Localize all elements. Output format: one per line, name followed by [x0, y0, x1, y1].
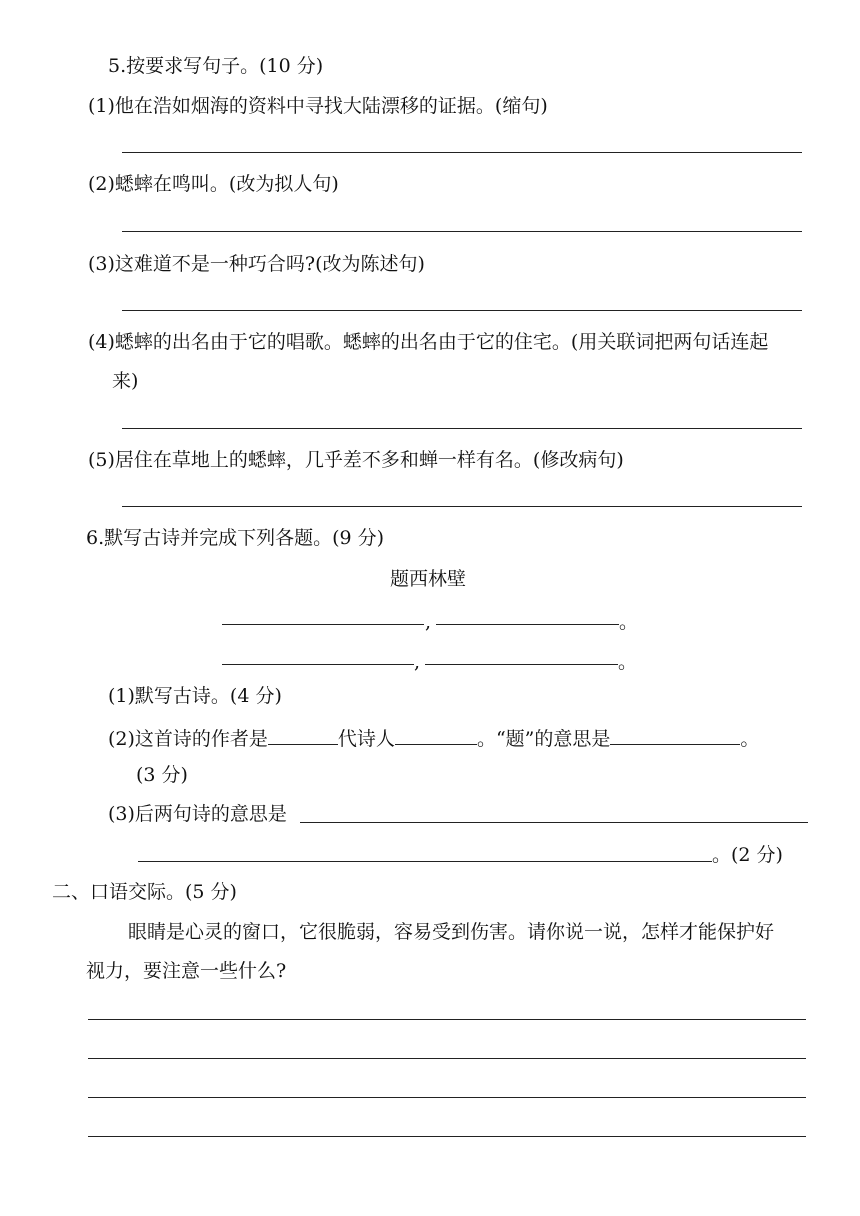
q5-item-1: (1)他在浩如烟海的资料中寻找大陆漂移的证据。(缩句): [88, 95, 548, 117]
blank-poet-name[interactable]: [395, 724, 477, 745]
answer-line-q5-5[interactable]: [122, 506, 802, 507]
blank-author-dynasty[interactable]: [268, 724, 338, 745]
answer-line-q5-1[interactable]: [122, 152, 802, 153]
q6-sub-2: [108, 724, 759, 751]
q6-title: 6.默写古诗并完成下列各题。(9 分): [86, 527, 385, 549]
answer-line-q5-2[interactable]: [122, 231, 802, 232]
poem-line-1b-blank[interactable]: [436, 624, 619, 625]
q5-item-5: (5)居住在草地上的蟋蟀，几乎差不多和蝉一样有名。(修改病句): [88, 449, 624, 471]
poem-title: 题西林壁: [390, 568, 467, 590]
q5-item-4-continued: 来): [112, 370, 139, 392]
q6-sub-2-text-c: 。“题”的意思是: [476, 728, 611, 750]
q6-sub-2-text-d: 。: [740, 728, 760, 750]
answer-line-part2-4[interactable]: [88, 1136, 806, 1137]
poem-period-1: 。: [619, 611, 639, 633]
q6-sub-2-score: (3 分): [136, 764, 188, 786]
answer-line-q6-3a[interactable]: [300, 822, 808, 823]
q5-item-3: (3)这难道不是一种巧合吗?(改为陈述句): [88, 253, 425, 275]
answer-line-part2-2[interactable]: [88, 1058, 806, 1059]
poem-comma-1: ,: [425, 611, 432, 633]
poem-period-2: 。: [618, 651, 638, 673]
answer-line-q6-3b[interactable]: [138, 861, 712, 862]
q6-sub-1: (1)默写古诗。(4 分): [108, 685, 282, 707]
poem-line-2a-blank[interactable]: [222, 664, 414, 665]
part2-prompt-line-1: 眼睛是心灵的窗口，它很脆弱，容易受到伤害。请你说一说，怎样才能保护好: [128, 921, 775, 943]
poem-line-2b-blank[interactable]: [425, 664, 618, 665]
q5-title: 5.按要求写句子。(10 分): [108, 55, 324, 77]
answer-line-part2-1[interactable]: [88, 1019, 806, 1020]
blank-ti-meaning[interactable]: [610, 724, 740, 745]
q6-sub-3: (3)后两句诗的意思是: [108, 803, 287, 825]
answer-line-part2-3[interactable]: [88, 1097, 806, 1098]
q6-sub-2-text-a: (2)这首诗的作者是: [108, 728, 268, 750]
q5-item-2: (2)蟋蟀在鸣叫。(改为拟人句): [88, 173, 339, 195]
poem-line-1a-blank[interactable]: [222, 624, 424, 625]
q5-item-4: (4)蟋蟀的出名由于它的唱歌。蟋蟀的出名由于它的住宅。(用关联词把两句话连起: [88, 331, 769, 353]
part2-prompt-line-2: 视力，要注意一些什么?: [86, 960, 287, 982]
q6-sub-2-text-b: 代诗人: [337, 728, 395, 750]
answer-line-q5-4[interactable]: [122, 428, 802, 429]
part2-title: 二、口语交际。(5 分): [52, 881, 237, 903]
q6-sub-3-end: 。(2 分): [712, 844, 783, 866]
answer-line-q5-3[interactable]: [122, 310, 802, 311]
poem-comma-2: ,: [414, 651, 421, 673]
